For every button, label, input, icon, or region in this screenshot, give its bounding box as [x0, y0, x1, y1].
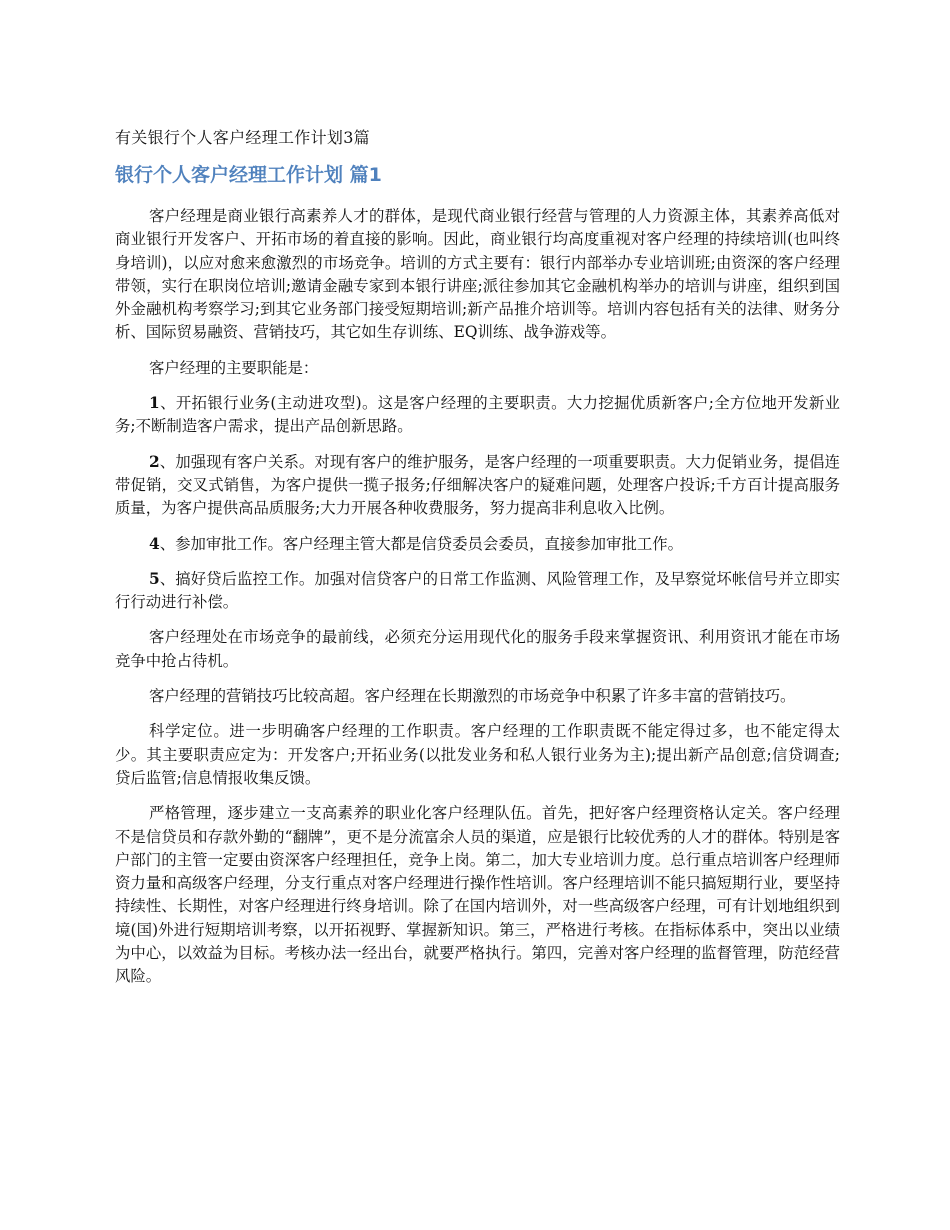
paragraph: [115, 568, 840, 615]
item-number: 2: [149, 452, 160, 471]
paragraph: [115, 451, 840, 521]
paragraph: [115, 392, 840, 439]
paragraph-text: 客户经理是商业银行高素养人才的群体，是现代商业银行经营与管理的人力资源主体，其素养高低对商业银行开发客户、开拓市场的着直接的影响。因此，商业银行均高度重视对客户经理的持续培训(也叫终身培训)，以应对愈来愈激烈的市场竞争。培训的方式主要有：银行内部举办专业培训班;由资深的客户经理带领，实行在职岗位培训;邀请金融专家到本银行讲座;派往参加其它金融机构举办的培训与讲座，组织到国外金融机构考察学习;到其它业务部门接受短期培训;新产品推介培训等。培训内容包括有关的法律、财务分析、国际贸易融资、营销技巧，其它如生存训练、EQ训练、战争游戏等。: [115, 207, 840, 342]
section-heading: 银行个人客户经理工作计划 篇1: [115, 164, 382, 186]
paragraph-text: 客户经理处在市场竞争的最前线，必须充分运用现代化的服务手段来掌握资讯、利用资讯才能在市场竞争中抢占待机。: [115, 628, 840, 670]
paragraph: [115, 626, 840, 673]
document-title: 有关银行个人客户经理工作计划3篇: [115, 128, 370, 147]
item-number: 1: [149, 394, 160, 413]
paragraph-text: 、开拓银行业务(主动进攻型)。这是客户经理的主要职责。大力挖掘优质新客户;全方位地开发新业务;不断制造客户需求，提出产品创新思路。: [115, 394, 840, 436]
paragraph: [115, 685, 840, 708]
paragraph: [115, 533, 840, 556]
document-body: [115, 205, 840, 1001]
item-number: 4: [149, 534, 160, 553]
paragraph-text: 科学定位。进一步明确客户经理的工作职责。客户经理的工作职责既不能定得过多，也不能定得太少。其主要职责应定为：开发客户;开拓业务(以批发业务和私人银行业务为主);提出新产品创意;信贷调查;贷后监管;信息情报收集反馈。: [115, 722, 840, 787]
paragraph-text: 、加强现有客户关系。对现有客户的维护服务，是客户经理的一项重要职责。大力促销业务，提倡连带促销，交叉式销售，为客户提供一揽子报务;仔细解决客户的疑难问题，处理客户投诉;千方百计提高服务质量，为客户提供高品质服务;大力开展各种收费服务，努力提高非利息收入比例。: [115, 452, 840, 518]
paragraph-text: 严格管理，逐步建立一支高素养的职业化客户经理队伍。首先，把好客户经理资格认定关。客户经理不是信贷员和存款外勤的“翻牌”，更不是分流富余人员的渠道，应是银行比较优秀的人才的群体。特别是客户部门的主管一定要由资深客户经理担任，竞争上岗。第二，加大专业培训力度。总行重点培训客户经理师资力量和高级客户经理，分支行重点对客户经理进行操作性培训。客户经理培训不能只搞短期行业，要坚持持续性、长期性，对客户经理进行终身培训。除了在国内培训外，对一些高级客户经理，可有计划地组织到境(国)外进行短期培训考察，以开拓视野、掌握新知识。第三，严格进行考核。在指标体系中，突出以业绩为中心，以效益为目标。考核办法一经出台，就要严格执行。第四，完善对客户经理的监督管理，防范经营风险。: [115, 804, 840, 986]
paragraph-text: 客户经理的营销技巧比较高超。客户经理在长期激烈的市场竞争中积累了许多丰富的营销技巧。: [149, 687, 796, 706]
paragraph: [115, 205, 840, 345]
paragraph-text: 、搞好贷后监控工作。加强对信贷客户的日常工作监测、风险管理工作，及早察觉坏帐信号并立即实行行动进行补偿。: [115, 569, 840, 612]
paragraph-text: 客户经理的主要职能是：: [149, 358, 319, 377]
paragraph-text: 、参加审批工作。客户经理主管大都是信贷委员会委员，直接参加审批工作。: [159, 534, 684, 553]
paragraph: [115, 802, 840, 988]
paragraph: [115, 720, 840, 790]
paragraph: [115, 357, 840, 380]
item-number: 5: [149, 569, 160, 588]
